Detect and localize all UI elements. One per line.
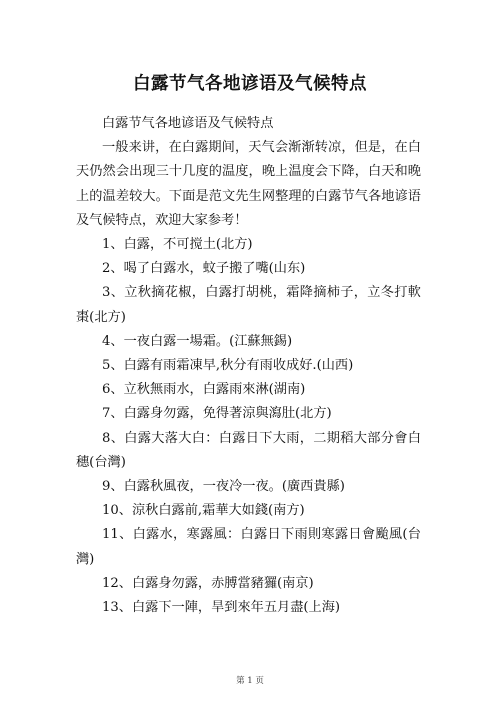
proverb-item: 2、喝了白露水，蚊子搬了嘴(山东) xyxy=(102,261,306,277)
proverb-item: 6、立秋無雨水，白露雨來淋(湖南) xyxy=(102,382,306,398)
proverb-item: 3、立秋摘花椒，白露打胡桃，霜降摘柿子，立冬打軟棗(北方) xyxy=(76,285,421,325)
proverb-item: 5、白露有雨霜凍早,秋分有雨收成好.(山西) xyxy=(102,358,354,374)
proverb-item: 12、白露身勿露，赤膊當豬玀(南京) xyxy=(102,575,314,591)
proverb-item: 1、白露，不可搅土(北方) xyxy=(102,237,253,253)
proverb-item: 11、白露水，寒露風：白露日下雨則寒露日會颱風(台灣) xyxy=(76,527,421,567)
proverb-item: 8、白露大落大白：白露日下大雨，二期稻大部分會白穗(台灣) xyxy=(76,430,421,470)
intro-paragraph: 一般来讲，在白露期间，天气会渐渐转凉，但是，在白天仍然会出现三十几度的温度，晚上温度会下降，白天和晚上的温差较大。下面是范文先生网整理的白露节气各地谚语及气候特点，欢迎大家参考！ xyxy=(76,140,421,228)
proverb-item: 7、白露身勿露，免得著涼與瀉肚(北方) xyxy=(102,406,332,422)
page-number: 第 1 页 xyxy=(236,676,264,686)
proverb-item: 10、涼秋白露前,霜華大如錢(南方) xyxy=(102,503,305,519)
document-body xyxy=(76,112,421,620)
proverb-item: 13、白露下一陣，旱到來年五月盡(上海) xyxy=(102,600,341,616)
subtitle-paragraph: 白露节气各地谚语及气候特点 xyxy=(102,116,274,131)
proverb-item: 4、一夜白露一場霜。(江蘇無錫) xyxy=(102,333,293,349)
page-title: 白露节气各地谚语及气候特点 xyxy=(133,74,367,94)
proverb-item: 9、白露秋風夜，一夜冷一夜。(廣西貴縣) xyxy=(102,479,345,495)
